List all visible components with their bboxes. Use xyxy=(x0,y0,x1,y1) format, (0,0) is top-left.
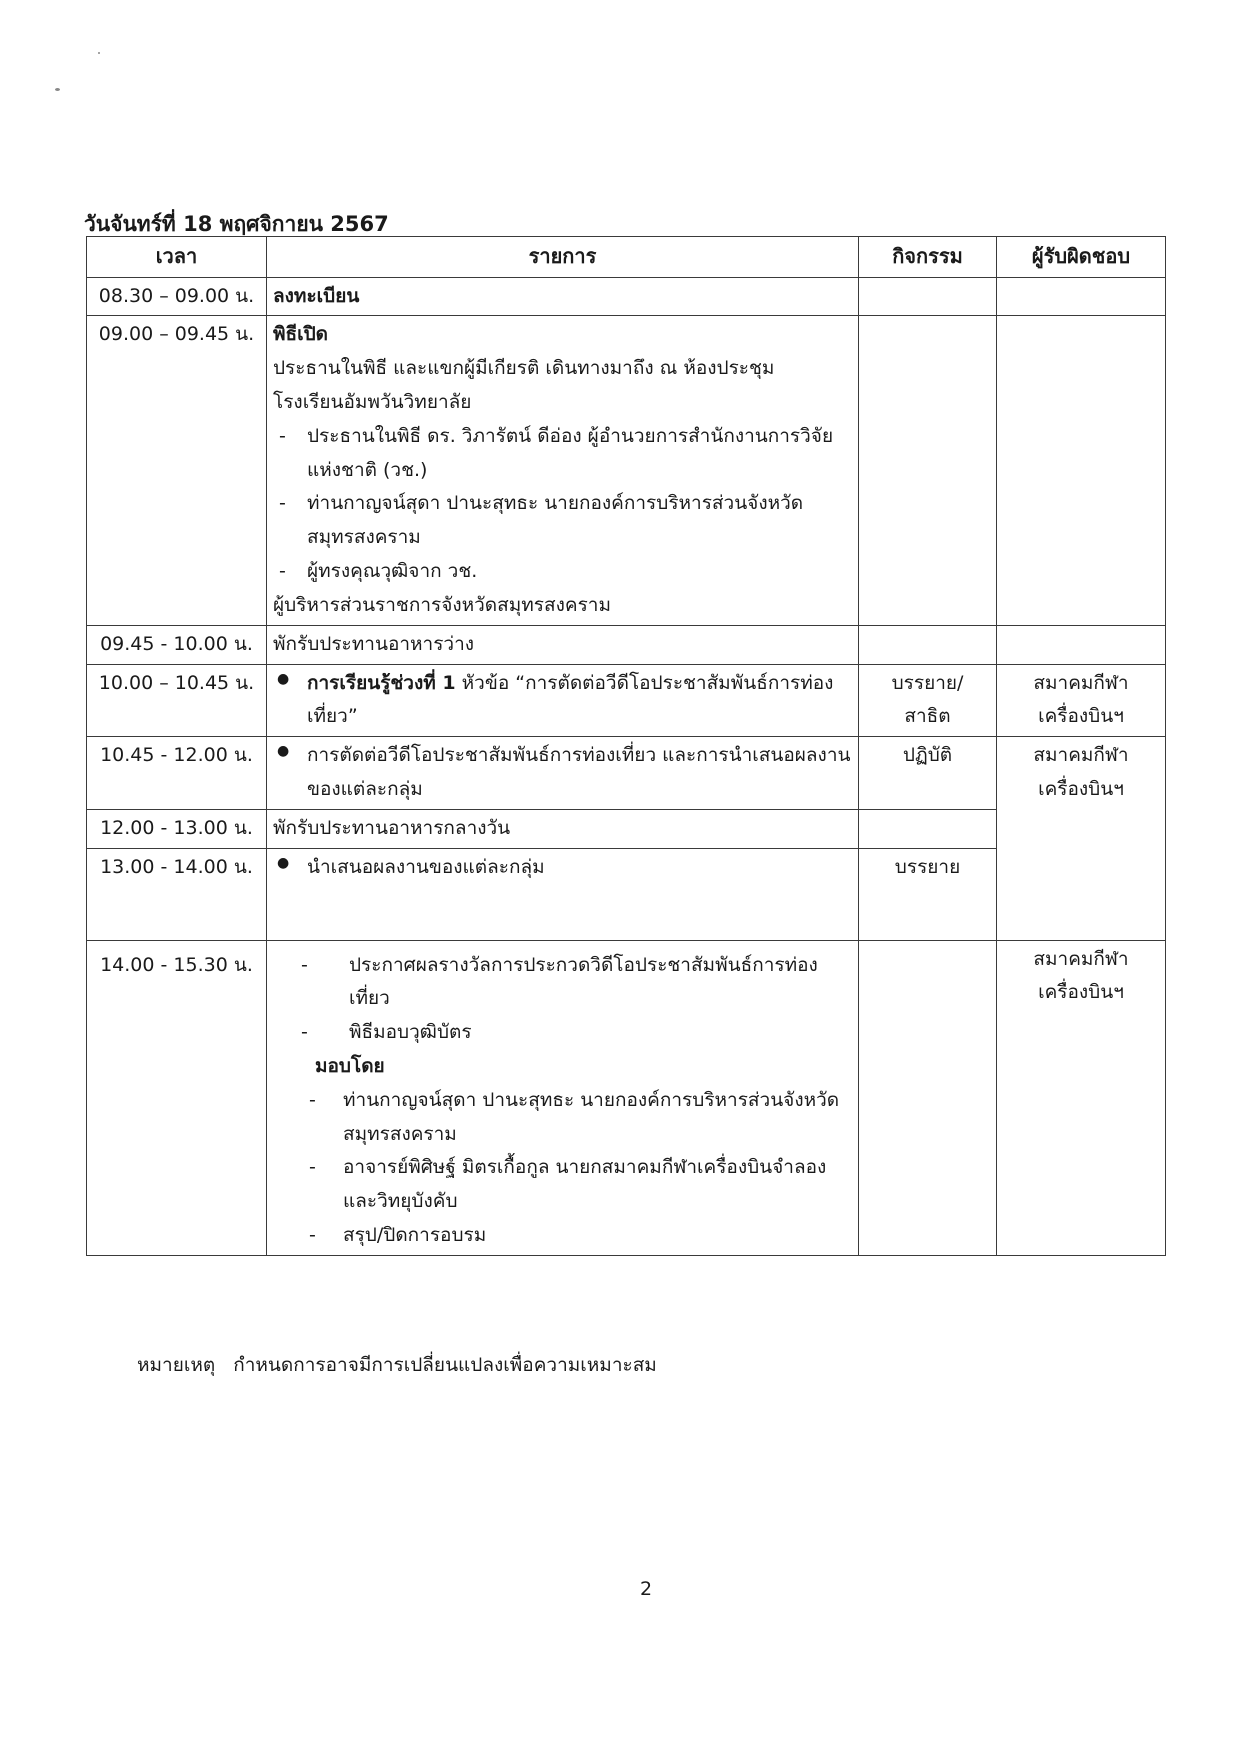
item-text: พักรับประทานอาหารว่าง xyxy=(273,632,475,655)
time-cell: 14.00 - 15.30 น. xyxy=(87,940,267,1255)
bullet-item: ● การตัดต่อวีดีโอประชาสัมพันธ์การท่องเที่ยว และการนำเสนอผลงานของแต่ละกลุ่ม xyxy=(273,739,852,807)
table-row xyxy=(87,316,1166,625)
footnote xyxy=(137,1350,675,1380)
activity-text: สาธิต xyxy=(904,705,951,728)
footnote-text: กำหนดการอาจมีการเปลี่ยนแปลงเพื่อความเหมาะสม xyxy=(233,1354,657,1376)
item-text: ประธานในพิธี และแขกผู้มีเกียรติ เดินทางมาถึง ณ ห้องประชุม xyxy=(273,357,775,380)
item-text: โรงเรียนอัมพวันวิทยาลัย xyxy=(273,391,472,414)
session-topic: หัวข้อ “การตัดต่อวีดีโอประชาสัมพันธ์การท่องเที่ยว” xyxy=(307,671,834,728)
responsible-text: สมาคมกีฬา xyxy=(1033,947,1129,970)
scan-speck xyxy=(98,52,100,54)
activity-cell xyxy=(859,277,997,316)
item-cell xyxy=(267,625,859,664)
responsible-text: เครื่องบินฯ xyxy=(1038,777,1124,800)
responsible-text: สมาคมกีฬา xyxy=(1033,744,1129,767)
schedule-table xyxy=(86,236,1166,1256)
activity-cell: บรรยาย xyxy=(859,848,997,940)
awarded-by-heading: มอบโดย xyxy=(315,1055,385,1078)
responsible-cell xyxy=(997,664,1166,737)
bullet-item xyxy=(273,667,852,735)
item-text: พักรับประทานอาหารกลางวัน xyxy=(273,816,511,839)
item-cell xyxy=(267,664,859,737)
time-cell: 09.00 – 09.45 น. xyxy=(87,316,267,625)
time-cell: 08.30 – 09.00 น. xyxy=(87,277,267,316)
item-cell xyxy=(267,940,859,1255)
table-row xyxy=(87,277,1166,316)
header-activity: กิจกรรม xyxy=(859,237,997,278)
activity-cell xyxy=(859,664,997,737)
activity-cell xyxy=(859,809,997,848)
responsible-cell xyxy=(997,277,1166,316)
activity-cell xyxy=(859,316,997,625)
item-title: ลงทะเบียน xyxy=(273,284,360,307)
dash-item: - ผู้ทรงคุณวุฒิจาก วช. xyxy=(273,555,852,589)
footnote-label: หมายเหตุ xyxy=(137,1354,216,1376)
activity-cell: ปฏิบัติ xyxy=(859,737,997,810)
header-time: เวลา xyxy=(87,237,267,278)
responsible-cell xyxy=(997,737,1166,940)
activity-text: บรรยาย/ xyxy=(891,671,964,694)
item-cell xyxy=(267,848,859,940)
table-row xyxy=(87,737,1166,810)
activity-cell xyxy=(859,940,997,1255)
table-header-row xyxy=(87,237,1166,278)
time-cell: 10.45 - 12.00 น. xyxy=(87,737,267,810)
item-cell xyxy=(267,809,859,848)
item-cell xyxy=(267,316,859,625)
header-item: รายการ xyxy=(267,237,859,278)
table-row xyxy=(87,664,1166,737)
item-cell xyxy=(267,277,859,316)
responsible-text: สมาคมกีฬา xyxy=(1033,671,1129,694)
dash-item: - อาจารย์พิศิษฐ์ มิตรเกื้อกูล นายกสมาคมกีฬาเครื่องบินจำลองและวิทยุบังคับ xyxy=(273,1151,852,1219)
responsible-cell xyxy=(997,316,1166,625)
time-cell: 10.00 – 10.45 น. xyxy=(87,664,267,737)
responsible-text: เครื่องบินฯ xyxy=(1038,705,1124,728)
table-row xyxy=(87,940,1166,1255)
page-number: 2 xyxy=(640,1578,653,1600)
bullet-item: ● นำเสนอผลงานของแต่ละกลุ่ม xyxy=(273,851,852,885)
time-cell: 12.00 - 13.00 น. xyxy=(87,809,267,848)
dash-item: - พิธีมอบวุฒิบัตร xyxy=(273,1016,852,1050)
dash-item: - ท่านกาญจน์สุดา ปานะสุทธะ นายกองค์การบริหารส่วนจังหวัดสมุทรสงคราม xyxy=(273,1084,852,1152)
time-cell: 13.00 - 14.00 น. xyxy=(87,848,267,940)
dash-item: - ท่านกาญจน์สุดา ปานะสุทธะ นายกองค์การบริหารส่วนจังหวัดสมุทรสงคราม xyxy=(273,487,852,555)
responsible-text: เครื่องบินฯ xyxy=(1038,981,1124,1004)
item-title: พิธีเปิด xyxy=(273,323,329,346)
item-text: ผู้บริหารส่วนราชการจังหวัดสมุทรสงคราม xyxy=(273,593,611,616)
responsible-cell xyxy=(997,940,1166,1255)
scan-speck xyxy=(55,88,60,91)
time-cell: 09.45 - 10.00 น. xyxy=(87,625,267,664)
header-responsible: ผู้รับผิดชอบ xyxy=(997,237,1166,278)
schedule-date-heading: วันจันทร์ที่ 18 พฤศจิกายน 2567 xyxy=(84,212,389,236)
activity-cell xyxy=(859,625,997,664)
item-cell xyxy=(267,737,859,810)
responsible-cell xyxy=(997,625,1166,664)
dash-item: - ประกาศผลรางวัลการประกวดวิดีโอประชาสัมพันธ์การท่องเที่ยว xyxy=(273,949,852,1017)
dash-item: - ประธานในพิธี ดร. วิภารัตน์ ดีอ่อง ผู้อำนวยการสำนักงานการวิจัยแห่งชาติ (วช.) xyxy=(273,420,852,488)
dash-item: - สรุป/ปิดการอบรม xyxy=(273,1219,852,1253)
session-label: การเรียนรู้ช่วงที่ 1 xyxy=(307,671,456,694)
table-row xyxy=(87,625,1166,664)
